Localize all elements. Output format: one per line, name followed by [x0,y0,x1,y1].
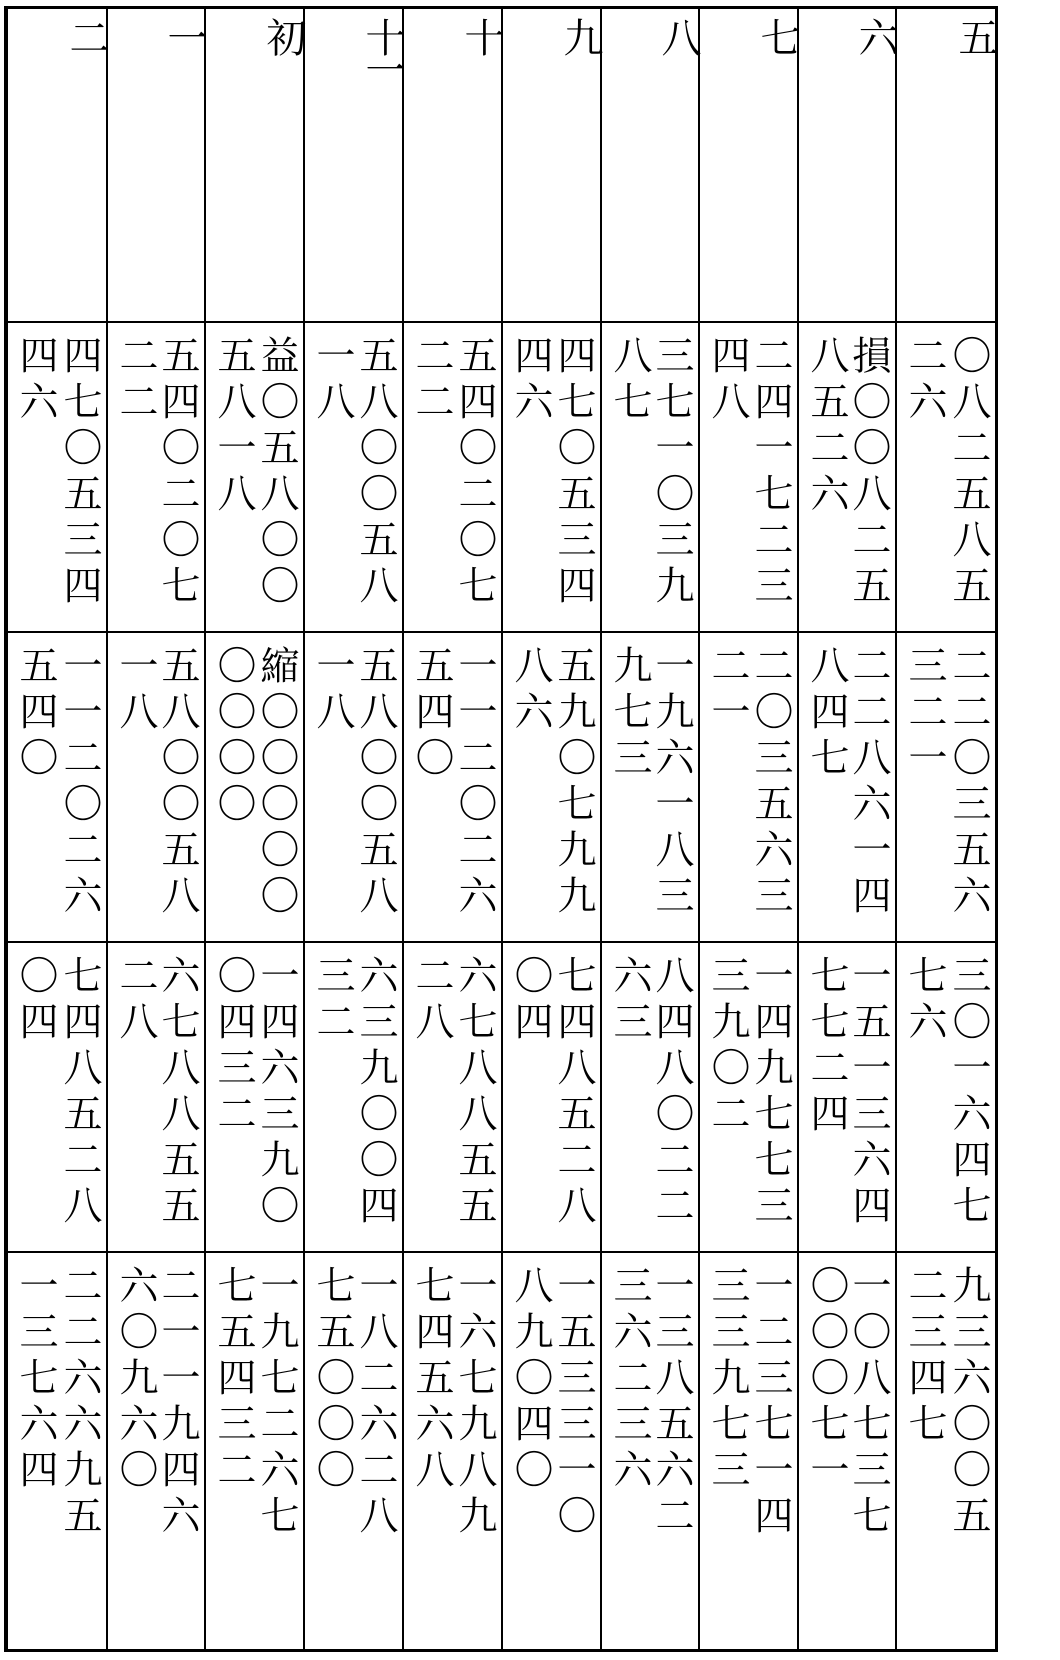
data-cell [503,633,600,941]
main-number: 六七八八五五 [452,955,497,1231]
sub-number: 八四七 [804,645,849,783]
data-cell [404,633,501,941]
data-cell [108,633,204,941]
sub-number: 五四〇 [13,645,58,783]
header-cell [602,9,701,321]
data-cell [8,1253,106,1649]
data-cell [206,943,303,1251]
main-number: 損〇〇八二五 [846,335,891,611]
column-header: 七 [754,17,800,49]
sub-number: 七六 [902,955,947,1047]
main-number: 五八〇〇五八 [353,335,398,611]
column-ba [602,9,700,1649]
data-cell [897,633,995,941]
sub-number: 九七三 [607,645,652,783]
data-cell [305,633,402,941]
sub-number: 四六 [508,335,553,427]
sub-number: 〇四 [508,955,553,1047]
column-yi [108,9,206,1649]
sub-number: 二二 [113,335,158,427]
sub-number: 〇〇〇〇 [211,645,256,829]
main-number: 一八二六二八 [353,1265,398,1541]
main-number: 一一二〇二六 [452,645,497,921]
sub-number: 六三 [607,955,652,1047]
main-number: 一一二〇二六 [57,645,102,921]
main-number: 四七〇五三四 [551,335,596,611]
main-number: 五四〇二〇七 [155,335,200,611]
data-cell [305,1253,402,1649]
sub-number: 八五二六 [804,335,849,519]
sub-number: 三六二三六 [607,1265,652,1495]
main-number: 九三六〇〇五 [946,1265,991,1541]
sub-number: 一八 [310,335,355,427]
data-cell [503,943,600,1251]
main-number: 二一一九四六 [155,1265,200,1541]
sub-number: 七四五六八 [409,1265,454,1495]
main-number: 一四九七七三 [748,955,793,1231]
main-number: 一九七二六七 [254,1265,299,1541]
data-cell [108,943,204,1251]
main-number: 五四〇二〇七 [452,335,497,611]
main-number: 六七八八五五 [155,955,200,1231]
data-cell [206,633,303,941]
data-cell [8,943,106,1251]
data-cell [602,323,698,631]
column-header: 六 [852,17,898,49]
sub-number: 八六 [508,645,553,737]
header-cell [305,9,405,321]
main-number: 七四八五二八 [57,955,102,1231]
main-number: 一二三七一四 [748,1265,793,1541]
data-cell [8,323,106,631]
main-number: 五八〇〇五八 [155,645,200,921]
sub-number: 〇〇〇七一 [804,1265,849,1495]
data-cell [305,943,402,1251]
data-cell [108,1253,204,1649]
sub-number: 二三四七 [902,1265,947,1449]
main-number: 益〇五八〇〇 [254,335,299,611]
column-shiyi [305,9,404,1649]
sub-number: 八七 [607,335,652,427]
data-cell [404,943,501,1251]
main-number: 二〇三五六三 [748,645,793,921]
main-number: 五九〇七九九 [551,645,596,921]
sub-number: 二八 [113,955,158,1047]
main-number: 六三九〇〇四 [353,955,398,1231]
sub-number: 二一 [705,645,750,737]
main-number: 一五一三六四 [846,955,891,1231]
column-header: 十一 [359,17,405,81]
data-cell [700,323,797,631]
column-header: 九 [557,17,603,49]
header-cell [8,9,109,321]
sub-number: 七七二四 [804,955,849,1139]
sub-number: 三二一 [902,645,947,783]
column-header: 十 [458,17,504,49]
data-cell [799,323,895,631]
column-wu [897,9,998,1649]
main-number: 一五三三一〇 [551,1265,596,1541]
data-cell [602,1253,698,1649]
column-jiu [503,9,602,1649]
data-cell [700,943,797,1251]
data-cell [799,1253,895,1649]
table-sheet [4,6,998,1652]
column-header: 初 [260,17,306,49]
sub-number: 七五〇〇〇 [310,1265,355,1495]
main-number: 三〇一六四七 [946,955,991,1231]
main-number: 〇八二五八五 [946,335,991,611]
column-header: 一 [161,17,207,49]
header-cell [206,9,306,321]
header-cell [404,9,504,321]
header-cell [897,9,998,321]
header-cell [799,9,898,321]
header-cell [108,9,207,321]
data-cell [897,323,995,631]
column-chu [206,9,305,1649]
sub-number: 一八 [113,645,158,737]
data-cell [8,633,106,941]
sub-number: 二二 [409,335,454,427]
main-number: 縮〇〇〇〇〇 [254,645,299,921]
column-qi [700,9,799,1649]
column-liu [799,9,897,1649]
data-cell [897,1253,995,1649]
data-cell [700,1253,797,1649]
sub-number: 三三九七三 [705,1265,750,1495]
main-number: 五八〇〇五八 [353,645,398,921]
header-cell [700,9,800,321]
column-shi [404,9,503,1649]
main-number: 一九六一八三 [649,645,694,921]
main-number: 二二〇三五六 [946,645,991,921]
data-cell [602,943,698,1251]
data-cell [602,633,698,941]
data-cell [404,323,501,631]
sub-number: 四八 [705,335,750,427]
data-cell [799,633,895,941]
sub-number: 〇四 [13,955,58,1047]
main-number: 七四八五二八 [551,955,596,1231]
sub-number: 七五四三二 [211,1265,256,1495]
sub-number: 八九〇四〇 [508,1265,553,1495]
data-cell [503,1253,600,1649]
data-cell [404,1253,501,1649]
main-number: 一四六三九〇 [254,955,299,1231]
main-number: 二二六六九五 [57,1265,102,1541]
data-cell [206,1253,303,1649]
data-cell [206,323,303,631]
main-number: 二二八六一四 [846,645,891,921]
data-cell [503,323,600,631]
main-number: 八四八〇二二 [649,955,694,1231]
main-number: 一三八五六二 [649,1265,694,1541]
data-cell [700,633,797,941]
data-cell [108,323,204,631]
sub-number: 三九〇二 [705,955,750,1139]
column-er [8,9,108,1649]
sub-number: 五四〇 [409,645,454,783]
data-cell [897,943,995,1251]
main-number: 一〇八七三七 [846,1265,891,1541]
main-number: 三七一〇三九 [649,335,694,611]
sub-number: 三二 [310,955,355,1047]
main-number: 二四一七二三 [748,335,793,611]
sub-number: 一八 [310,645,355,737]
sub-number: 二六 [902,335,947,427]
column-header: 八 [655,17,701,49]
column-header: 二 [63,17,109,49]
sub-number: 五八一八 [211,335,256,519]
data-cell [305,323,402,631]
sub-number: 六〇九六〇 [113,1265,158,1495]
column-header: 五 [952,17,998,49]
main-number: 四七〇五三四 [57,335,102,611]
main-number: 一六七九八九 [452,1265,497,1541]
sub-number: 一三七六四 [13,1265,58,1495]
sub-number: 二八 [409,955,454,1047]
header-cell [503,9,603,321]
sub-number: 四六 [13,335,58,427]
sub-number: 〇四三二 [211,955,256,1139]
data-cell [799,943,895,1251]
